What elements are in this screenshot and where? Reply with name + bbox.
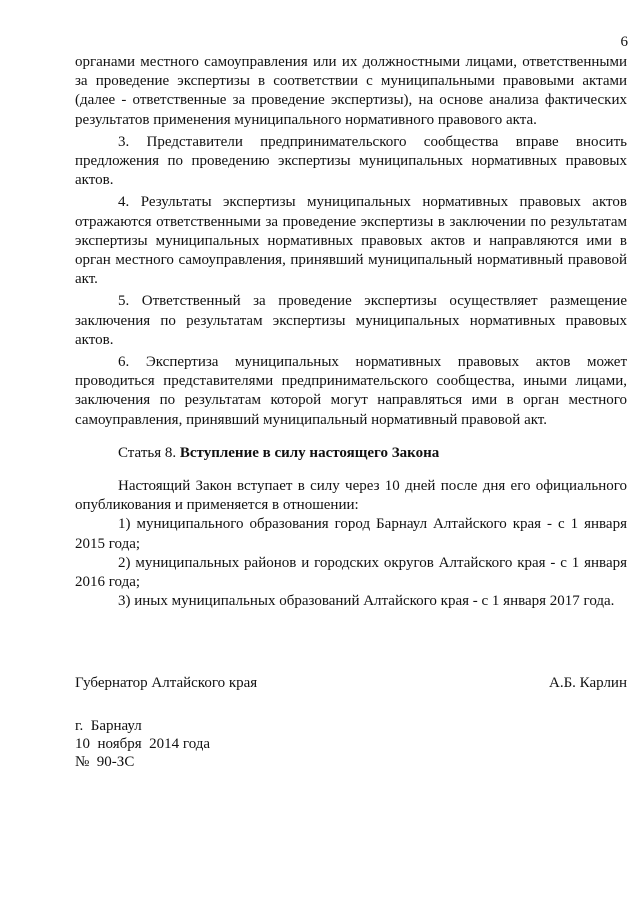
item-3: 3. Представители предпринимательского сообщества вправе вносить предложения по проведению экспертизы муниципальных нормативных правовых актов.	[75, 133, 627, 189]
signatory-name: А.Б. Карлин	[548, 675, 627, 691]
date: 10 ноября 2014 года	[75, 736, 211, 752]
article7-body	[75, 53, 627, 430]
signature-block	[75, 674, 627, 693]
article8-label: Статья 8.	[118, 445, 177, 461]
law-number: № 90-ЗС	[75, 754, 135, 770]
page-number: 6	[620, 34, 628, 50]
article8-title: Вступление в силу настоящего Закона	[179, 445, 440, 461]
article8-heading	[118, 444, 439, 463]
signatory-position: Губернатор Алтайского края	[75, 675, 258, 691]
item-4: 4. Результаты экспертизы муниципальных нормативных правовых актов отражаются ответственными за проведение экспертизы в заключении по результатам экспертизы муниципальных нормативных правовых актов и направляются ими в орган местного самоуправления, принявший муниципальный нормативный правовой акт.	[75, 194, 627, 288]
continuation-paragraph: органами местного самоуправления или их должностными лицами, ответственными за проведение экспертизы в соответствии с муниципальными правовыми актами (далее - ответственные за проведение экспертизы), на основе анализа фактических результатов применения муниципального нормативного правового акта.	[75, 54, 627, 128]
place-date-number	[75, 717, 210, 771]
item-5: 5. Ответственный за проведение экспертизы осуществляет размещение заключения по результатам экспертизы муниципальных нормативных правовых актов.	[75, 293, 627, 348]
article8-intro: Настоящий Закон вступает в силу через 10 дней после дня его официального опубликования и применяется в отношении:	[75, 478, 627, 514]
article8-body	[75, 477, 627, 611]
article8-point-3: 3) иных муниципальных образований Алтайского края - с 1 января 2017 года.	[118, 593, 615, 610]
city: г. Барнаул	[75, 718, 142, 734]
article8-point-1: 1) муниципального образования город Барнаул Алтайского края - с 1 января 2015 года;	[75, 516, 627, 552]
article8-point-2: 2) муниципальных районов и городских округов Алтайского края - с 1 января 2016 года;	[75, 554, 627, 591]
item-6: 6. Экспертиза муниципальных нормативных правовых актов может проводиться представителями предпринимательского сообщества, иными лицами, заключения по результатам которой могут направляться ими в орган местного самоуправления, принявший муниципальный нормативный правовой акт.	[75, 354, 627, 428]
